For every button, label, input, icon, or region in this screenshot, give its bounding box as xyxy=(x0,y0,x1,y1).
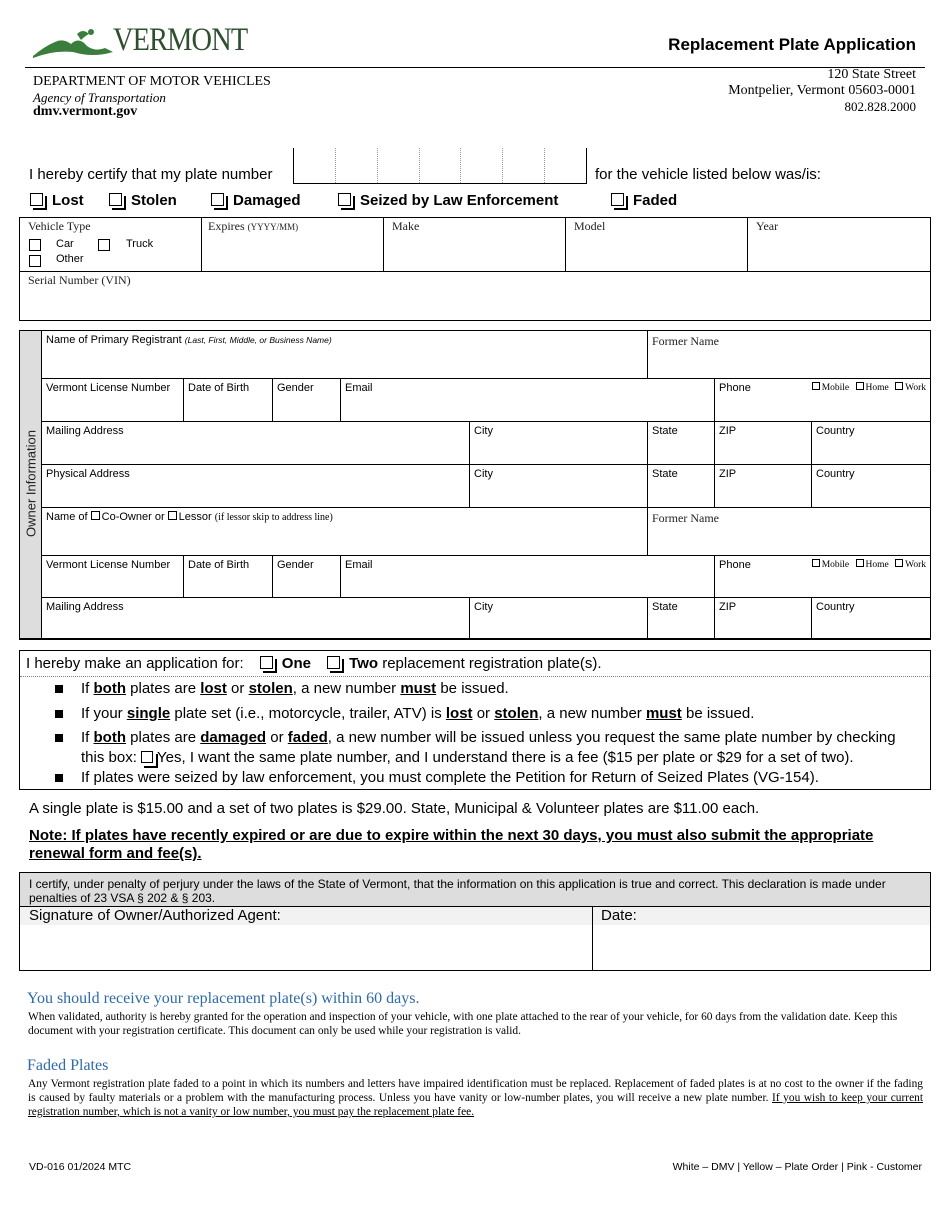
bullet-4-text: If plates were seized by law enforcement, you must complete the Petition for Return of Seized Plates (VG-154). xyxy=(81,769,819,786)
coowner-phone-type-options xyxy=(812,559,926,570)
two-plate-checkbox[interactable] xyxy=(327,656,340,669)
physical-state-label: State xyxy=(652,468,678,480)
plate-number-input[interactable] xyxy=(293,148,587,184)
lessor-checkbox[interactable] xyxy=(168,511,177,520)
work-label: Work xyxy=(905,383,926,393)
dept-name: DEPARTMENT OF MOTOR VEHICLES xyxy=(33,74,271,89)
country-cell[interactable] xyxy=(812,422,930,465)
coowner-city-label: City xyxy=(474,601,493,613)
year-label: Year xyxy=(756,219,779,233)
status-options xyxy=(30,192,730,212)
stolen-checkbox[interactable] xyxy=(109,193,122,206)
faded-checkbox[interactable] xyxy=(611,193,624,206)
lost-option[interactable]: Lost xyxy=(30,192,84,209)
truck-label: Truck xyxy=(126,238,154,250)
mobile-checkbox[interactable] xyxy=(812,382,820,390)
bullet-3-line2: this box: Yes, I want the same plate number, and I understand there is a fee ($15 per plate or $29 for a set of two). xyxy=(81,749,854,766)
seized-checkbox[interactable] xyxy=(338,193,351,206)
bullet-1-icon xyxy=(55,685,63,693)
expires-format: (YYYY/MM) xyxy=(247,222,299,232)
coowner-home-label: Home xyxy=(865,560,889,570)
vin-label: Serial Number (VIN) xyxy=(28,273,131,287)
coowner-license-cell[interactable] xyxy=(42,556,184,598)
coowner-phone-label: Phone xyxy=(719,559,751,571)
former-name-label: Former Name xyxy=(652,334,719,348)
logo-wordmark: VERMONT xyxy=(113,22,248,58)
truck-checkbox[interactable] xyxy=(98,239,110,251)
owner-section xyxy=(19,330,931,640)
coowner-dob-label: Date of Birth xyxy=(188,559,250,571)
coowner-mobile-checkbox[interactable] xyxy=(812,559,820,567)
note-label: Note: xyxy=(29,827,68,844)
coowner-phone-cell[interactable] xyxy=(715,556,930,598)
physical-state-cell[interactable] xyxy=(648,465,715,508)
bullet-2-icon xyxy=(55,710,63,718)
address-line2: Montpelier, Vermont 05603-0001 xyxy=(728,83,916,98)
coowner-name-cell[interactable] xyxy=(42,508,648,556)
coowner-home-checkbox[interactable] xyxy=(856,559,864,567)
lessor-note: (if lessor skip to address line) xyxy=(214,512,333,523)
faded-option[interactable]: Faded xyxy=(611,192,677,209)
faded-body: Any Vermont registration plate faded to a point in which its numbers and letters have impaired identification must be replaced. Replacement of faded plates is at no cost to the owner if the fading is caused by faulty materials or a problem with the manufacturing process. Unless you have vanity or low-number plates, you will receive a new plate number. If you wish to keep your current registration number, which is not a vanity or low number, you must pay the replacement plate fee. xyxy=(28,1078,923,1118)
coowner-mobile-label: Mobile xyxy=(821,560,850,570)
damaged-checkbox[interactable] xyxy=(211,193,224,206)
application-tail: replacement registration plate(s). xyxy=(382,655,602,672)
coowner-zip-cell[interactable] xyxy=(715,598,812,638)
owner-side-bar xyxy=(20,331,42,638)
bullet-3-text: If both plates are damaged or faded, a new number will be issued unless you request the same plate number by checking xyxy=(81,729,896,746)
two-plate-option[interactable]: Two xyxy=(327,655,378,672)
mailing-address-cell[interactable] xyxy=(42,422,470,465)
coowner-country-cell[interactable] xyxy=(812,598,930,638)
other-label: Other xyxy=(56,253,84,265)
coowner-dob-cell[interactable] xyxy=(184,556,273,598)
vehicle-table xyxy=(19,217,931,321)
signature-box xyxy=(19,906,931,971)
license-label: Vermont License Number xyxy=(46,382,171,394)
perjury-statement: I certify, under penalty of perjury under the laws of the State of Vermont, that the information on this application is true and correct. This declaration is made under penalties of 23 VSA § 202 & § 203. xyxy=(19,872,931,907)
phone-type-options xyxy=(812,382,926,393)
renewal-note: Note: If plates have recently expired or are due to expire within the next 30 days, you must also submit the appropriate renewal form and fee(s). xyxy=(29,827,874,862)
vehicle-type-label: Vehicle Type xyxy=(28,219,91,233)
coowner-work-label: Work xyxy=(905,560,926,570)
coowner-former-name-cell[interactable] xyxy=(648,508,930,556)
dob-cell[interactable] xyxy=(184,379,273,422)
model-label: Model xyxy=(574,219,606,233)
home-checkbox[interactable] xyxy=(856,382,864,390)
agency-name: Agency of Transportation xyxy=(33,90,166,105)
coowner-email-cell[interactable] xyxy=(341,556,715,598)
damaged-option[interactable]: Damaged xyxy=(211,192,301,209)
signature-label: Signature of Owner/Authorized Agent: xyxy=(20,907,592,925)
coowner-country-label: Country xyxy=(816,601,855,613)
application-header xyxy=(20,651,930,677)
physical-zip-label: ZIP xyxy=(719,468,737,480)
make-label: Make xyxy=(392,219,420,233)
city-cell[interactable] xyxy=(470,422,648,465)
bullet-2-text: If your single plate set (i.e., motorcycle, trailer, ATV) is lost or stolen, a new number must be issued. xyxy=(81,705,755,722)
coowner-checkbox[interactable] xyxy=(91,511,100,520)
dob-label: Date of Birth xyxy=(188,382,250,394)
header-rule xyxy=(25,67,925,68)
faded-fee-note: If you wish to keep your current registration number, which is not a vanity or low number, you must pay the replacement plate fee. xyxy=(28,1092,923,1118)
one-plate-option[interactable]: One xyxy=(260,655,311,672)
coowner-mailing-cell[interactable] xyxy=(42,598,470,638)
coowner-mailing-label: Mailing Address xyxy=(46,601,124,613)
primary-name-label: Name of Primary Registrant xyxy=(46,334,182,346)
bullet-3-icon xyxy=(55,734,63,742)
application-lead: I hereby make an application for: xyxy=(26,655,244,672)
physical-city-cell[interactable] xyxy=(470,465,648,508)
coowner-prefix: Name of xyxy=(46,511,88,523)
lessor-label: Lessor xyxy=(178,511,212,523)
coowner-license-label: Vermont License Number xyxy=(46,559,171,571)
coowner-former-name-label: Former Name xyxy=(652,511,719,525)
physical-address-cell[interactable] xyxy=(42,465,470,508)
mailing-address-label: Mailing Address xyxy=(46,425,124,437)
form-title: Replacement Plate Application xyxy=(668,35,916,54)
city-label: City xyxy=(474,425,493,437)
state-cell[interactable] xyxy=(648,422,715,465)
expires-label: Expires xyxy=(208,219,245,233)
receive-body: When validated, authority is hereby granted for the operation and inspection of your vehicle, with one plate attached to the rear of your vehicle, for 60 days from the validation date. Keep this document with your registration certificate. This document can only be used while your registration is valid. xyxy=(28,1011,898,1037)
form-id: VD-016 01/2024 MTC xyxy=(29,1161,132,1173)
state-label: State xyxy=(652,425,678,437)
home-label: Home xyxy=(865,383,889,393)
license-cell[interactable] xyxy=(42,379,184,422)
mountain-logo-icon xyxy=(33,26,123,60)
coowner-zip-label: ZIP xyxy=(719,601,737,613)
dmv-phone: 802.828.2000 xyxy=(844,99,916,114)
expires-cell[interactable] xyxy=(202,218,384,272)
seized-option[interactable]: Seized by Law Enforcement xyxy=(338,192,558,209)
former-name-cell[interactable] xyxy=(648,331,930,379)
website: dmv.vermont.gov xyxy=(33,104,138,119)
zip-label: ZIP xyxy=(719,425,737,437)
physical-address-label: Physical Address xyxy=(46,468,130,480)
stolen-option[interactable]: Stolen xyxy=(109,192,177,209)
receive-heading: You should receive your replacement plate(s) within 60 days. xyxy=(27,990,420,1007)
vehicle-type-cell xyxy=(20,218,202,272)
physical-zip-cell[interactable] xyxy=(715,465,812,508)
same-number-checkbox[interactable] xyxy=(141,751,153,763)
primary-name-cell[interactable] xyxy=(42,331,648,379)
bullet-1-text: If both plates are lost or stolen, a new number must be issued. xyxy=(81,680,509,697)
coowner-work-checkbox[interactable] xyxy=(895,559,903,567)
year-cell[interactable] xyxy=(748,218,930,272)
other-checkbox[interactable] xyxy=(29,255,41,267)
certify-tail: for the vehicle listed below was/is: xyxy=(595,166,821,183)
phone-cell[interactable] xyxy=(715,379,930,422)
phone-label: Phone xyxy=(719,382,751,394)
work-checkbox[interactable] xyxy=(895,382,903,390)
physical-city-label: City xyxy=(474,468,493,480)
lost-checkbox[interactable] xyxy=(30,193,43,206)
copy-distribution: White – DMV | Yellow – Plate Order | Pink - Customer xyxy=(672,1161,922,1173)
date-label: Date: xyxy=(593,907,930,925)
coowner-label: Co-Owner or xyxy=(101,511,165,523)
coowner-state-label: State xyxy=(652,601,678,613)
zip-cell[interactable] xyxy=(715,422,812,465)
signature-field[interactable] xyxy=(20,907,593,970)
fees-text: A single plate is $15.00 and a set of two plates is $29.00. State, Municipal & Volunteer plates are $11.00 each. xyxy=(29,800,760,817)
physical-country-cell[interactable] xyxy=(812,465,930,508)
primary-name-note: (Last, First, Middle, or Business Name) xyxy=(184,335,332,345)
owner-side-label: Owner Information xyxy=(23,430,39,537)
coowner-gender-label: Gender xyxy=(277,559,314,571)
physical-country-label: Country xyxy=(816,468,855,480)
coowner-email-label: Email xyxy=(345,559,373,571)
car-label: Car xyxy=(56,238,74,250)
gender-cell[interactable] xyxy=(273,379,341,422)
date-field[interactable] xyxy=(593,907,930,970)
certify-lead: I hereby certify that my plate number xyxy=(29,166,273,183)
make-cell[interactable] xyxy=(384,218,566,272)
coowner-gender-cell[interactable] xyxy=(273,556,341,598)
one-plate-checkbox[interactable] xyxy=(260,656,273,669)
model-cell[interactable] xyxy=(566,218,748,272)
vermont-logo xyxy=(33,22,253,62)
coowner-city-cell[interactable] xyxy=(470,598,648,638)
car-checkbox[interactable] xyxy=(29,239,41,251)
vin-cell[interactable] xyxy=(20,272,930,320)
faded-heading: Faded Plates xyxy=(27,1057,109,1074)
mobile-label: Mobile xyxy=(821,383,850,393)
address-line1: 120 State Street xyxy=(827,67,916,82)
email-cell[interactable] xyxy=(341,379,715,422)
gender-label: Gender xyxy=(277,382,314,394)
bullet-4-icon xyxy=(55,774,63,782)
email-label: Email xyxy=(345,382,373,394)
coowner-state-cell[interactable] xyxy=(648,598,715,638)
country-label: Country xyxy=(816,425,855,437)
